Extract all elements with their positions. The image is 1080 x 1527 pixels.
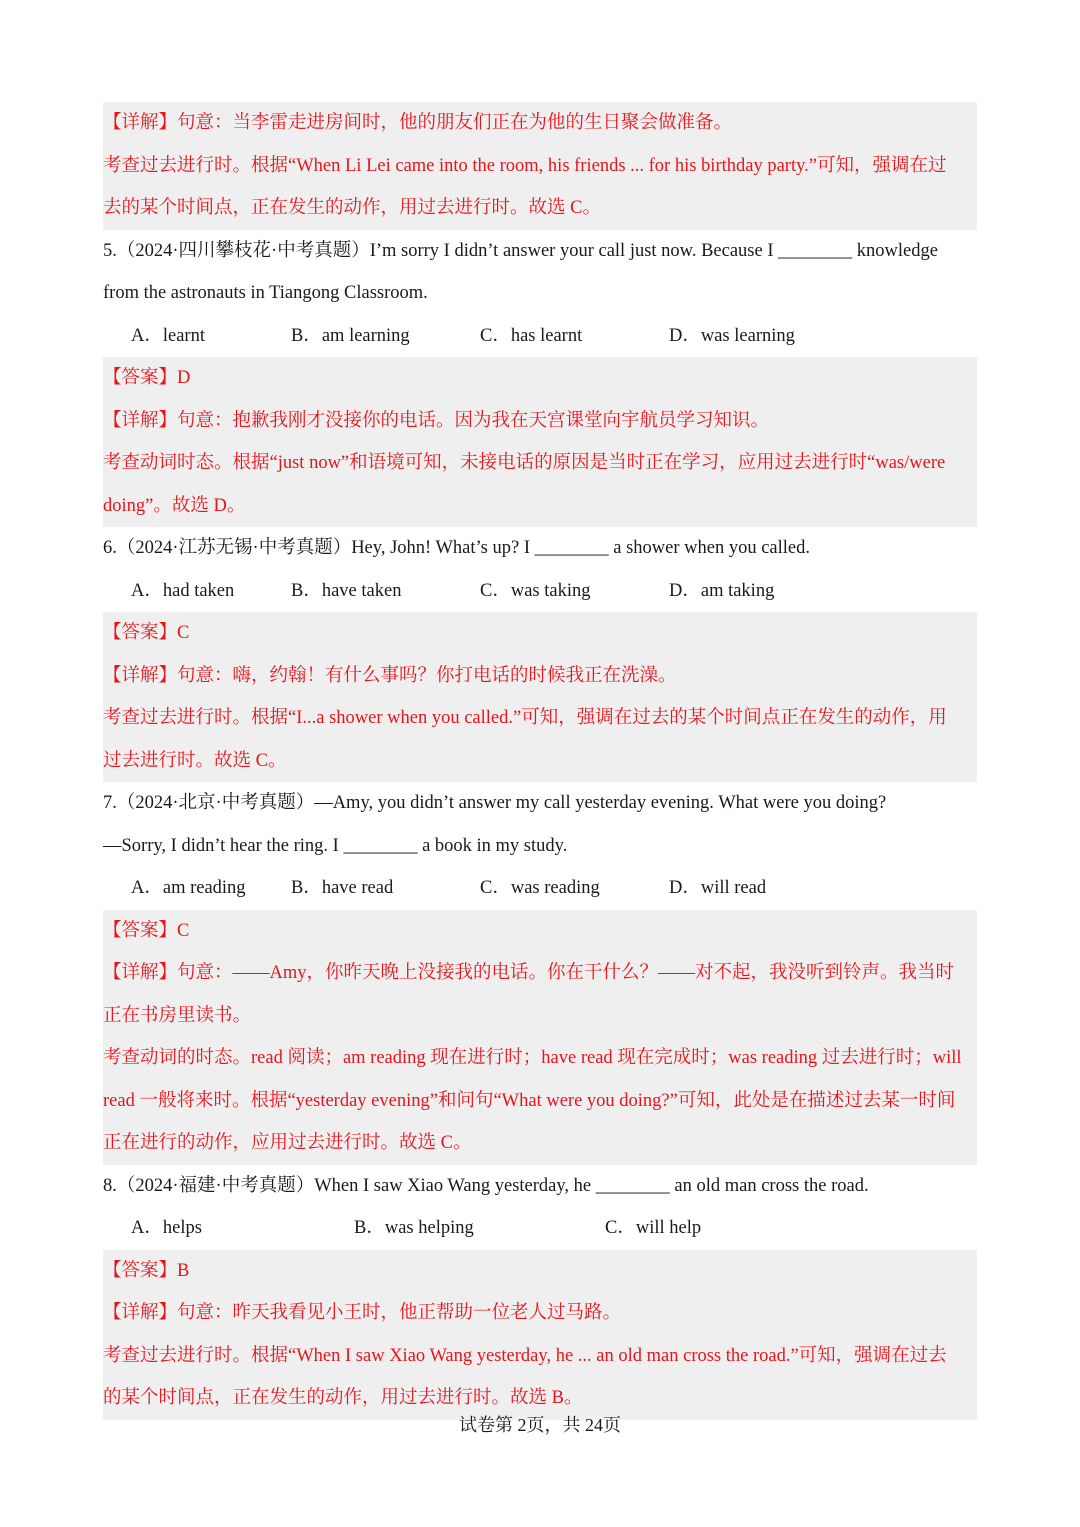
option-b: B．am learning (291, 325, 410, 346)
option-d: D．was learning (669, 325, 795, 346)
option-d: D．will read (669, 878, 767, 898)
answer-text: 【答案】C (103, 623, 190, 643)
analysis-text: 去的某个时间点，正在发生的动作，用过去进行时。故选 C。 (103, 198, 601, 218)
answer-block (103, 910, 977, 1165)
question-7 (103, 782, 977, 1165)
analysis-text: 过去进行时。故选 C。 (103, 750, 287, 771)
page-body (103, 102, 977, 1420)
explain-text: 【详解】句意：昨天我看见小王时，他正帮助一位老人过马路。 (103, 1303, 622, 1323)
option-a: A．had taken (131, 580, 235, 601)
analysis-text: read 一般将来时。根据“yesterday evening”和问句“What were you doing?”可知，此处是在描述过去某一时间 (103, 1090, 956, 1111)
question-stem: 8.（2024·福建·中考真题）When I saw Xiao Wang yesterday, he ________ an old man cross the road. (103, 1175, 869, 1196)
option-b: B．have taken (291, 580, 402, 601)
explain-text: 正在书房里读书。 (103, 1005, 252, 1026)
answer-text: 【答案】D (103, 368, 191, 388)
option-c: C．was taking (480, 580, 591, 601)
answer-text: 【答案】B (103, 1260, 190, 1281)
answer-text: 【答案】C (103, 920, 190, 941)
option-b: B．was helping (354, 1218, 474, 1238)
option-row (103, 315, 977, 358)
explain-text: 【详解】句意：——Amy，你昨天晚上没接我的电话。你在干什么？——对不起，我没听到铃声。我当时 (103, 963, 955, 983)
option-d: D．am taking (669, 580, 775, 601)
explain-text: 【详解】句意：当李雷走进房间时，他的朋友们正在为他的生日聚会做准备。 (103, 113, 733, 133)
question-stem: 5.（2024·四川攀枝花·中考真题）I’m sorry I didn’t answer your call just now. Because I ________ knowledge (103, 240, 938, 261)
option-c: C．was reading (480, 878, 600, 898)
explain-text: 【详解】句意：抱歉我刚才没接你的电话。因为我在天宫课堂向宇航员学习知识。 (103, 410, 770, 431)
analysis-text: 考查过去进行时。根据“When Li Lei came into the room, his friends ... for his birthday party.”可知，强调在过 (103, 155, 947, 176)
option-a: A．learnt (131, 325, 205, 346)
question-8 (103, 1165, 977, 1420)
question-6 (103, 527, 977, 782)
answer-block (103, 1250, 977, 1420)
option-c: C．has learnt (480, 325, 583, 346)
option-c: C．will help (605, 1218, 702, 1238)
option-a: A．am reading (131, 878, 246, 898)
answer-block (103, 612, 977, 782)
analysis-text: 正在进行的动作，应用过去进行时。故选 C。 (103, 1133, 472, 1153)
question-stem: —Sorry, I didn’t hear the ring. I ________ a book in my study. (103, 835, 568, 856)
question-stem: from the astronauts in Tiangong Classroom. (103, 283, 428, 303)
answer-block (103, 357, 977, 527)
analysis-text: 考查动词的时态。read 阅读；am reading 现在进行时；have read 现在完成时；was reading 过去进行时；will (103, 1048, 962, 1068)
page-footer: 试卷第 2页，共 24页 (459, 1415, 621, 1435)
prev-explanation-block (103, 102, 977, 230)
option-a: A．helps (131, 1218, 202, 1238)
option-row (103, 570, 977, 613)
question-stem: 7.（2024·北京·中考真题）—Amy, you didn’t answer my call yesterday evening. What were you doing? (103, 793, 887, 813)
analysis-text: doing”。故选 D。 (103, 495, 246, 516)
analysis-text: 考查动词时态。根据“just now”和语境可知，未接电话的原因是当时正在学习，应用过去进行时“was/were (103, 453, 946, 473)
question-5 (103, 230, 977, 528)
option-b: B．have read (291, 878, 394, 898)
explain-text: 【详解】句意：嗨，约翰！有什么事吗？你打电话的时候我正在洗澡。 (103, 665, 677, 686)
option-row (103, 867, 977, 910)
analysis-text: 考查过去进行时。根据“When I saw Xiao Wang yesterday, he ... an old man cross the road.”可知，强调在过去 (103, 1345, 947, 1366)
analysis-text: 考查过去进行时。根据“I...a shower when you called.”可知，强调在过去的某个时间点正在发生的动作，用 (103, 708, 947, 728)
option-row (103, 1207, 977, 1250)
question-stem: 6.（2024·江苏无锡·中考真题）Hey, John! What’s up? I ________ a shower when you called. (103, 538, 810, 558)
analysis-text: 的某个时间点，正在发生的动作，用过去进行时。故选 B。 (103, 1388, 583, 1408)
